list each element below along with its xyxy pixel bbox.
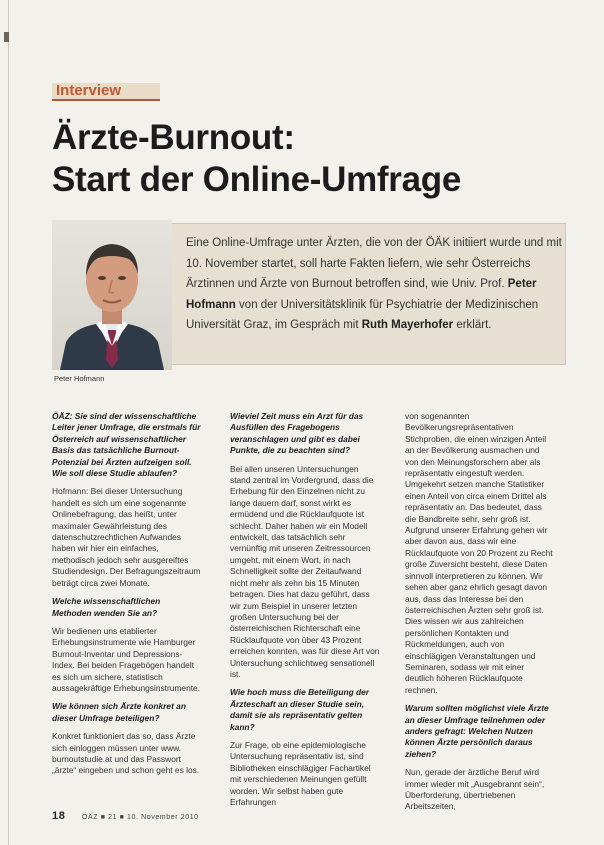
page-number: 18 [52, 810, 66, 822]
photo-caption: Peter Hofmann [54, 374, 105, 383]
text-column-3 [405, 411, 555, 820]
text-column-2 [230, 411, 380, 815]
issue-info: ÖÄZ ■ 21 ■ 10. November 2010 [81, 814, 199, 821]
title-line-1: Ärzte-Burnout: [52, 118, 295, 157]
column-1-answer: Konkret funktioniert das so, dass Ärzte sich einloggen müssen unter www. burnoutstudie.at und das Passwort „ärzte“ eingeben und schon geht es los. [52, 731, 200, 776]
column-1-answer: Hofmann: Bei dieser Untersuchung handelt es sich um eine sogenannte Onlinebefragung, das heißt, unter maximaler Gewährleistung des datenschutzrechtlichen Aufwandes haben wir hier ein einfaches, methodisch jedoch sehr ausgereiftes Studiendesign. Der Befragungszeitraum beträgt circa zwei Monate. [52, 486, 201, 588]
intro-part-2: von der Universitätsklinik für Psychiatrie der Medizinischen Universität Graz, im Gespräch mit [186, 298, 539, 331]
intro-text [186, 233, 562, 336]
title-line-2: Start der Online-Umfrage [52, 160, 461, 199]
column-1-question: Welche wissenschaftlichen Methoden wenden Sie an? [52, 596, 161, 618]
portrait-photo [52, 220, 172, 370]
column-3-answer: von sogenannten Bevölkerungsrepräsentativen Stichproben, die einen winzigen Anteil an der Bevölkerung ausmachen und von den Meinungsforschern aber als repräsentativ eingestuft werden. Umgekehrt setzen manche Statistiker einen Anteil von circa einem Drittel als repräsentativ an. Das bedeutet, dass die Bandbreite sehr, sehr groß ist. Aufgrund unserer Erfahrung gehen wir aber davon aus, dass wir eine Rücklaufquote von 20 Prozent zu Recht große Zuversicht besteht, diese Daten sinnvoll interpretieren zu können. Wir sehen aber ganz ehrlich gesagt davon aus, dass das Interesse bei den österreichischen Ärzten sehr groß ist. Dies wissen wir aus zahlreichen persönlichen Kontakten und Rückmeldungen, auch von einschlägigen Veranstaltungen und Seminaren, sodass wir mit einer deutlich höheren Rücklaufquote rechnen. [405, 411, 553, 695]
intro-part-1: Eine Online-Umfrage unter Ärzten, die von der ÖÄK initiiert wurde und mit 10. November startet, soll harte Fakten liefern, wie sehr Österreichs Ärztinnen und Ärzte von Burnout betroffen sind, wie Univ. Prof. [186, 237, 562, 290]
page-footer [52, 810, 199, 822]
column-2-question: Wie hoch muss die Beteiligung der Ärzteschaft an dieser Studie sein, damit sie als repräsentativ gelten kann? [230, 687, 370, 732]
intro-name-1: Peter Hofmann [186, 278, 537, 311]
column-1-answer: Wir bedienen uns etablierter Erhebungsinstrumente wie Hamburger Burnout-Inventar und Depressions-Index. Bei beiden Fragebögen handelt es sich um sichere, statistisch aussagekräftige Erhebungsinstrumente. [52, 625, 201, 693]
intro-name-2: Ruth Mayerhofer [361, 319, 454, 331]
column-1-question: Wie können sich Ärzte konkret an dieser Umfrage beteiligen? [52, 701, 186, 723]
portrait-illustration [52, 220, 172, 370]
column-3-answer: Nun, gerade der ärztliche Beruf wird immer wieder mit „Ausgebrannt sein“, Überforderung, übertriebenen Arbeitszeiten, [405, 767, 545, 812]
column-2-answer: Bei allen unseren Untersuchungen stand zentral im Vordergrund, dass die Erhebung für den Einzelnen nicht zu lange dauern darf, sonst wirkt es ermüdend und die Rücklaufquote ist schlecht. Daher haben wir ein Modell entwickelt, das tatsächlich sehr vernünftig mit unseren Zeitressourcen umgeht, mit einem Wort, in nach Schnelligkeit sollte der Zeitaufwand nicht mehr als zehn bis 15 Minuten betragen. Dies hat dazu geführt, dass wir zum Beispiel in unserer letzten großen Untersuchung bei der österreichischen Richterschaft eine Rücklaufquote von über 43 Prozent erreichen konnten, was für diese Art von Untersuchung schlichtweg sensationell ist. [230, 463, 380, 679]
text-column-1 [52, 411, 202, 784]
section-tag-rule [52, 99, 160, 101]
article-title [52, 117, 572, 201]
page-binding-edge [8, 0, 9, 845]
column-1-question: ÖÄZ: Sie sind der wissenschaftliche Leiter jener Umfrage, die erstmals für Österreich auf wissenschaftlicher Basis das tatsächliche Burnout-Potenzial bei Ärzten aufzeigen soll. Wie soll diese Studie ablaufen? [52, 411, 201, 479]
column-2-question: Wieviel Zeit muss ein Arzt für das Ausfüllen des Fragebogens veranschlagen und gibt es dabei Punkte, die zu beachten sind? [230, 411, 364, 456]
section-tag: Interview [52, 83, 160, 99]
intro-part-3: erklärt. [456, 319, 492, 331]
column-2-answer: Zur Frage, ob eine epidemiologische Untersuchung repräsentativ ist, sind Bibliotheken einschlägiger Fachartikel mit verschiedenen Meinungen gefüllt worden. Wir selbst haben gute Erfahrungen [230, 739, 371, 807]
column-3-question: Warum sollten möglichst viele Ärzte an dieser Umfrage teilnehmen oder anders gefragt: Welchen Nutzen können Ärzte persönlich daraus ziehen? [405, 703, 549, 759]
page-tab-marker [4, 32, 9, 42]
